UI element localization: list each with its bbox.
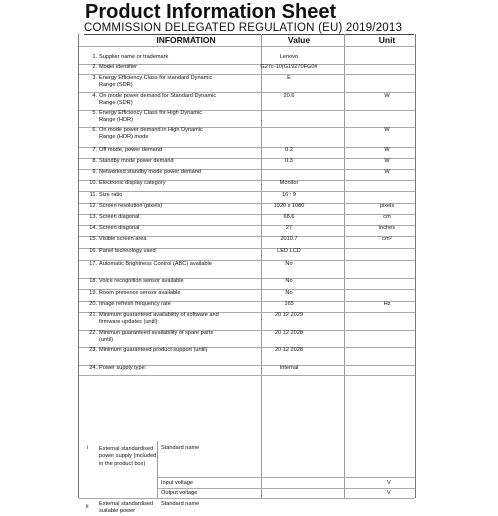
row-value: Lenovo <box>279 54 299 60</box>
table-row <box>79 278 415 289</box>
row-label: Model identifier <box>99 64 137 70</box>
row-label: Energy Efficiency Class for High Dynamic Range (HDR) <box>99 110 203 124</box>
row-label: Screen diagonal <box>99 225 140 231</box>
row-unit: $cm^2$ <box>382 235 392 242</box>
power-supply-i-input-voltage: Input voltage <box>161 480 194 486</box>
row-unit: Hz <box>383 301 391 307</box>
row-label: On mode power demand for Standard Dynamic Range (SDR) <box>99 93 217 107</box>
column-header-information: INFORMATION <box>156 35 216 45</box>
row-value: Internal <box>279 365 299 371</box>
row-label: Minimum guaranteed product support (until) <box>99 347 208 353</box>
row-label: Size ratio <box>99 192 123 198</box>
row-value: 20 12 2028 <box>275 347 303 353</box>
row-value: 20 12 2028 <box>275 330 303 336</box>
table-row <box>79 236 415 248</box>
row-label: Networked standby mode power demand <box>99 169 201 175</box>
row-label: Panel technology used <box>99 248 156 254</box>
power-supply-line-1 <box>157 477 415 478</box>
row-number: 14. <box>89 225 97 231</box>
row-number: 1. <box>92 54 97 60</box>
table-row <box>79 290 415 301</box>
power-supply-i-input-unit: V <box>387 480 391 486</box>
row-number: 18. <box>89 278 97 284</box>
row-unit: W <box>384 169 390 175</box>
power-supply-line-3 <box>79 498 415 499</box>
row-unit: W <box>384 158 390 164</box>
power-supply-i-output-voltage: Output voltage <box>161 490 198 496</box>
table-row <box>79 203 415 214</box>
row-value: LED LCD <box>277 248 301 254</box>
row-value: 165 <box>284 301 294 307</box>
table-row <box>79 110 415 127</box>
row-number: 11. <box>89 192 97 198</box>
row-label: Power supply type: <box>99 365 147 371</box>
table-row <box>79 312 415 330</box>
table-row <box>79 301 415 312</box>
row-label: Minimum guaranteed availability of software and firmware updates (until): <box>99 312 219 326</box>
row-number: 20. <box>89 301 97 307</box>
table-row <box>79 180 415 191</box>
row-divider <box>79 375 415 376</box>
table-row <box>79 147 415 158</box>
power-supply-i-numeral: i <box>87 445 89 451</box>
table-row <box>79 214 415 225</box>
table-row <box>79 330 415 347</box>
document-title: Product Information Sheet <box>85 1 337 23</box>
row-unit: cm <box>383 214 391 220</box>
row-label: Electronic display category <box>99 180 166 186</box>
row-number: 5. <box>92 110 97 116</box>
power-supply-line-2 <box>157 488 415 489</box>
row-label: Off mode, power demand <box>99 147 163 153</box>
power-supply-ii-label: External standardised suitable power <box>99 501 154 515</box>
table-row <box>79 225 415 236</box>
row-value: 68.6 <box>283 214 295 220</box>
power-supply-inner-divider <box>157 441 158 498</box>
regulation-subtitle: COMMISSION DELEGATED REGULATION (EU) 2019/2013 <box>84 22 403 34</box>
row-number: 4. <box>92 93 97 99</box>
row-label: Automatic Brightness Control (ABC) available <box>99 261 212 267</box>
row-label: Voice recognition sensor available <box>99 278 184 284</box>
information-table <box>78 34 416 515</box>
row-unit-superscript: 2 <box>389 235 392 240</box>
row-number: 7. <box>92 147 97 153</box>
row-number: 9. <box>92 169 97 175</box>
row-label: Minimun guaranteed availability of spare parts (until) <box>99 330 214 344</box>
column-header-unit: Unit <box>378 35 396 45</box>
row-label: Screen resolution (pixels) <box>99 203 163 209</box>
row-label: Image refresh frequency rate <box>99 301 171 307</box>
row-label: Supplier name or trademark <box>99 54 169 60</box>
table-row <box>79 192 415 203</box>
table-row <box>79 347 415 365</box>
row-number: 6. <box>92 127 97 133</box>
table-row <box>79 93 415 110</box>
power-supply-i-label: External standardised power supply (included in the product box) <box>99 446 157 467</box>
row-number: 24. <box>89 365 97 371</box>
table-row <box>79 54 415 64</box>
table-row <box>79 158 415 169</box>
row-value: 27 <box>285 225 293 231</box>
row-value: 0.2 <box>285 147 293 153</box>
row-value: 1920 x 1080 <box>273 203 305 209</box>
power-supply-ii-standard-name: Standard name <box>161 501 200 507</box>
row-label: Energy Efficiency Class for standard Dynamic Range (SDR) <box>99 75 213 89</box>
row-value: No <box>285 278 293 284</box>
power-supply-i-output-unit: V <box>387 490 391 496</box>
row-value: E <box>287 75 291 81</box>
table-row <box>79 75 415 92</box>
row-number: 2. <box>92 64 97 70</box>
row-value: 0.3 <box>285 158 293 164</box>
row-value: 20 12 2029 <box>275 312 303 318</box>
row-number: 22. <box>89 330 97 336</box>
row-value: G27c-10(G19270FG0# <box>260 64 318 70</box>
row-unit: pixels <box>379 203 395 209</box>
header-divider <box>79 46 415 47</box>
row-number: 15. <box>89 236 97 242</box>
row-unit: inches <box>378 225 396 231</box>
row-label: On mode power demand in High Dynamic Range (HDR) mode <box>99 127 203 141</box>
row-number: 21. <box>89 312 97 318</box>
table-row <box>79 64 415 74</box>
row-number: 16. <box>89 248 97 254</box>
row-number: 8. <box>92 158 97 164</box>
column-header-value: Value <box>287 35 311 45</box>
row-number: 13. <box>89 214 97 220</box>
row-value: Monitor <box>279 180 299 186</box>
row-unit: W <box>384 147 390 153</box>
row-value: No <box>285 290 293 296</box>
row-number: 19. <box>89 290 97 296</box>
row-unit: W <box>384 127 390 133</box>
row-number: 17. <box>89 261 97 267</box>
row-label: Screen diagonal <box>99 214 140 220</box>
power-supply-i-standard-name: Standard name <box>161 445 200 451</box>
row-label: Room presence sensor available <box>99 290 181 296</box>
row-label: Standby mode power demand <box>99 158 174 164</box>
row-value: 2010.7 <box>280 236 298 242</box>
row-number: 12. <box>89 203 97 209</box>
row-value: 16 : 9 <box>282 192 296 198</box>
row-number: 3. <box>92 75 97 81</box>
table-row <box>79 248 415 260</box>
table-row <box>79 261 415 278</box>
row-value: 20.6 <box>283 93 295 99</box>
table-row <box>79 169 415 180</box>
row-label: Visible screen area <box>99 236 147 242</box>
table-row <box>79 365 415 375</box>
row-value: No <box>285 261 293 267</box>
power-supply-ii-numeral: ii <box>86 504 89 510</box>
row-unit: W <box>384 93 390 99</box>
table-row <box>79 127 415 147</box>
row-number: 10. <box>89 180 97 186</box>
row-number: 23. <box>89 347 97 353</box>
